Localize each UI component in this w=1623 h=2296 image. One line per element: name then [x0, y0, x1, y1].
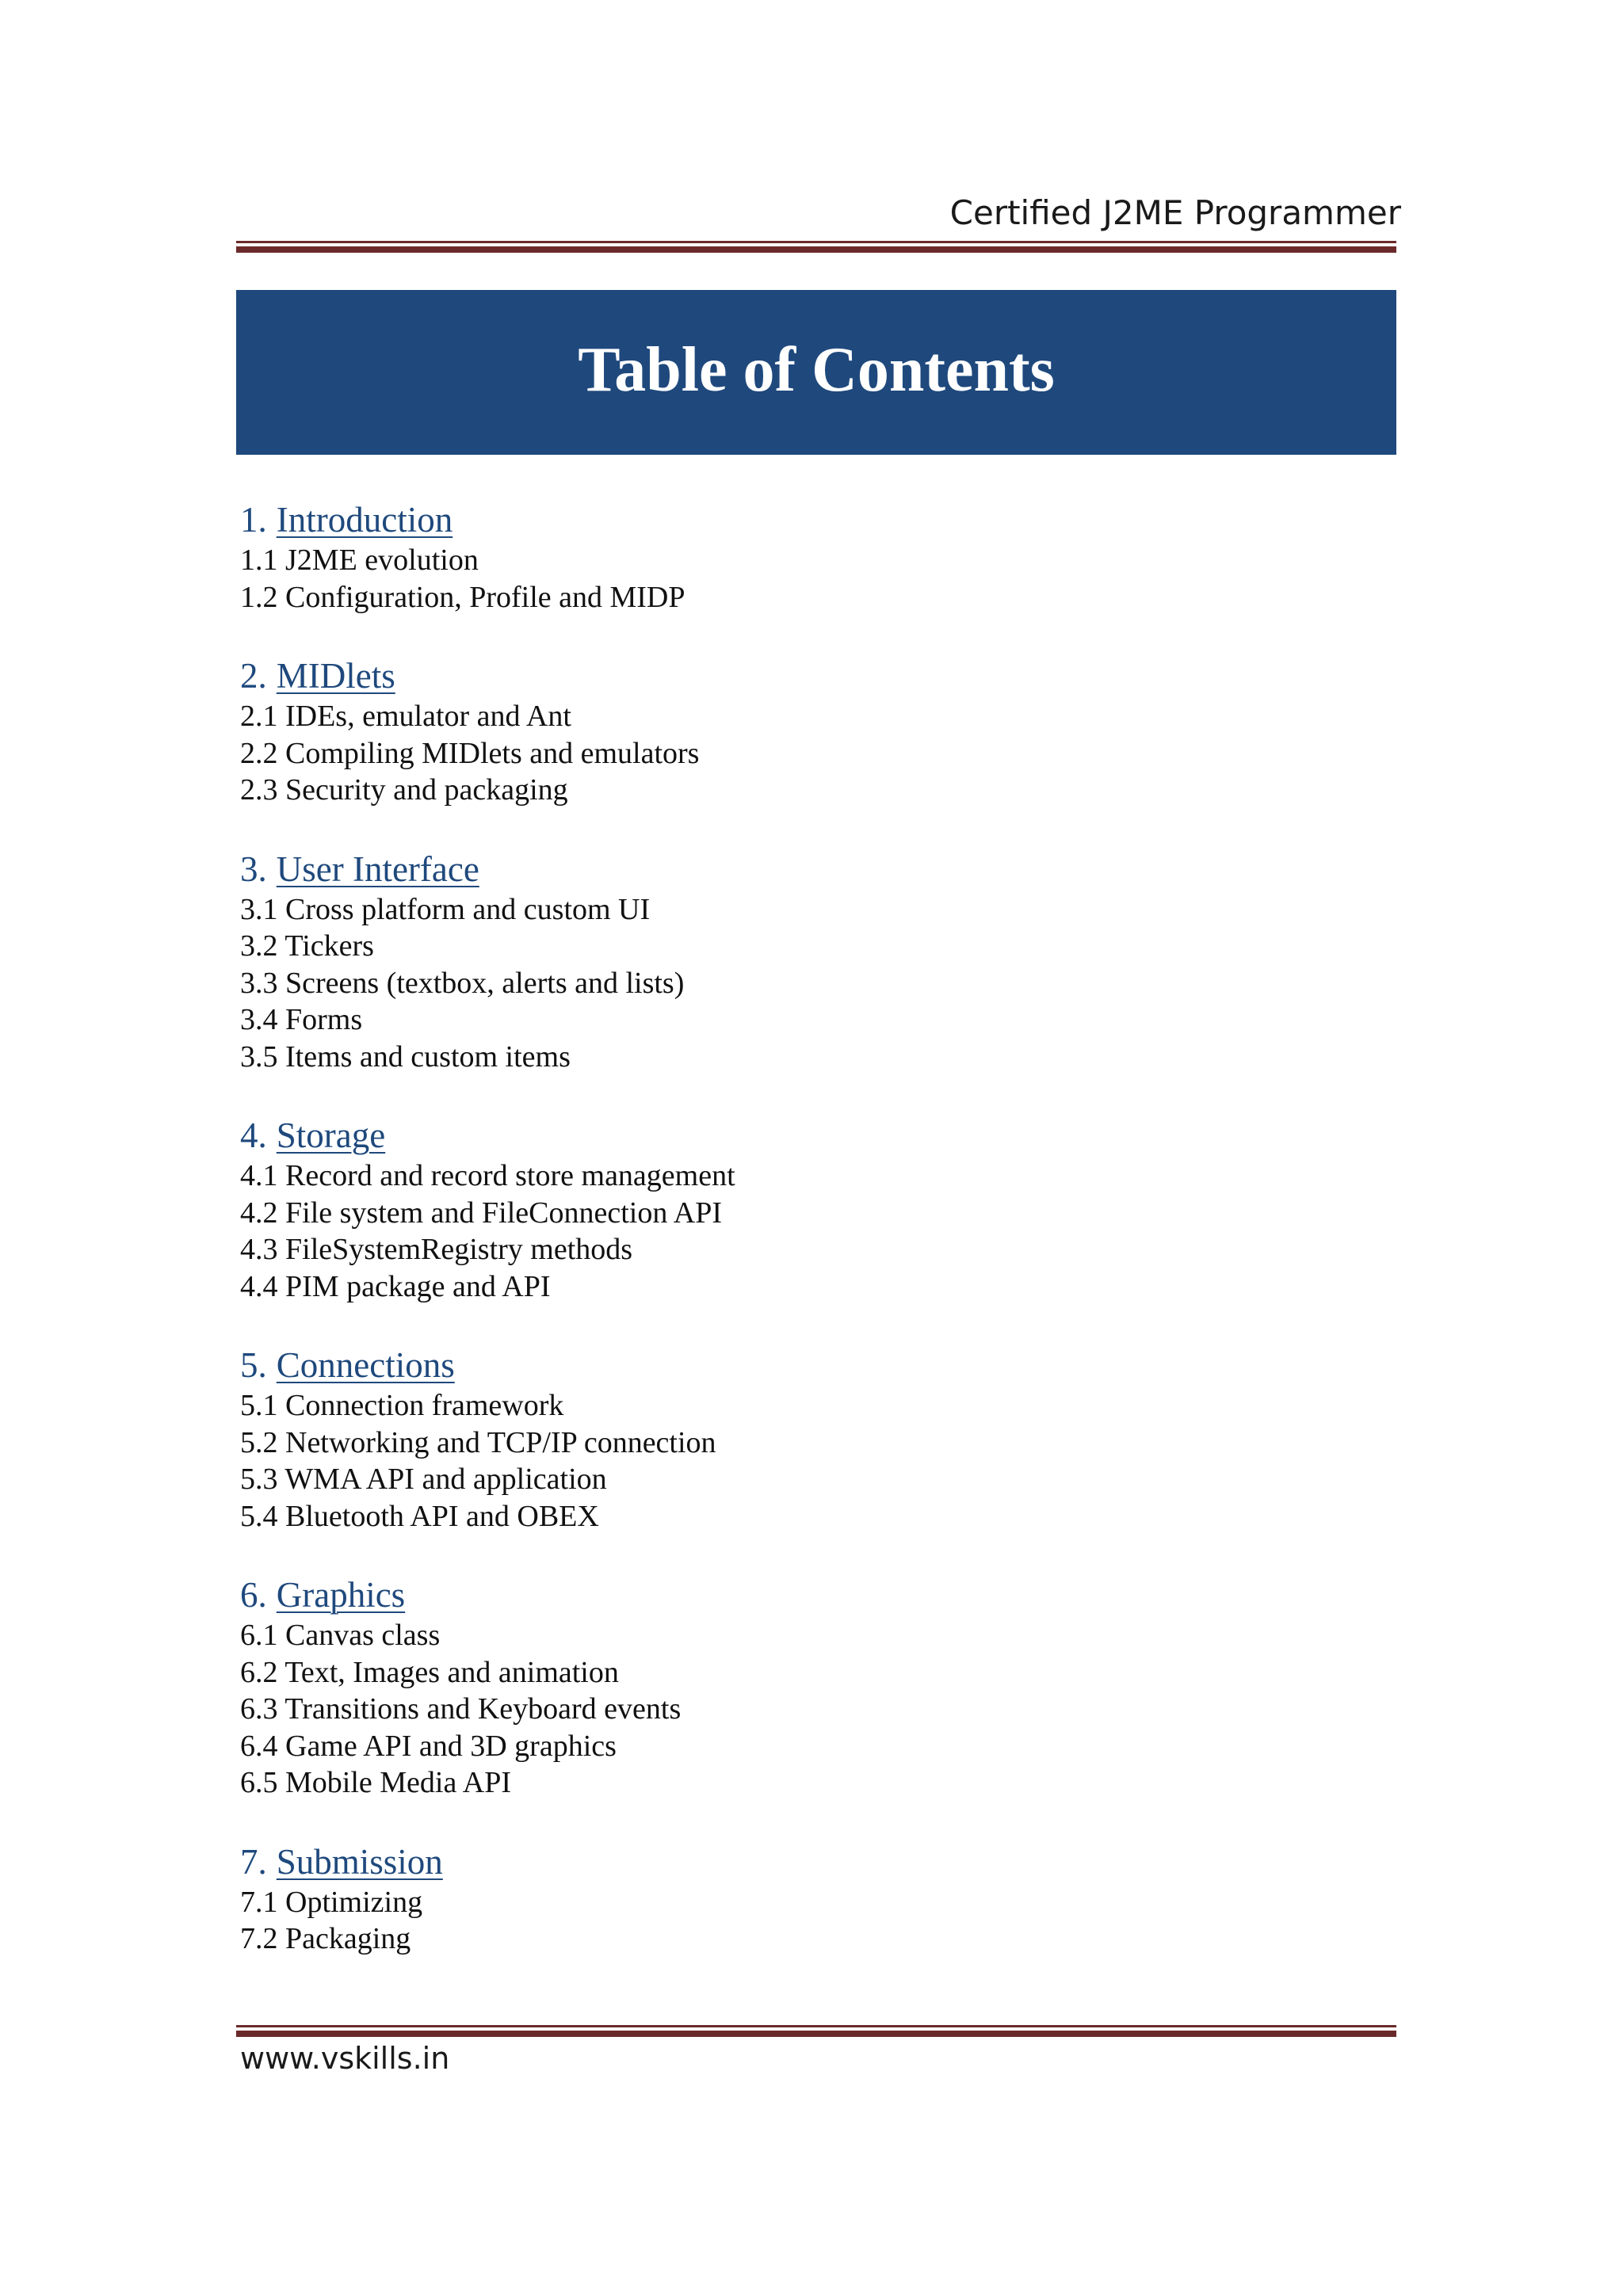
toc-item: 3.2 Tickers — [240, 929, 374, 963]
section-number: 7. — [240, 1841, 267, 1882]
toc-item: 2.3 Security and packaging — [240, 773, 568, 807]
toc-item: 4.3 FileSystemRegistry methods — [240, 1233, 633, 1266]
toc-item: 4.1 Record and record store management — [240, 1159, 735, 1192]
section-heading — [240, 847, 1350, 891]
section-link[interactable]: Storage — [276, 1116, 386, 1155]
toc-section — [240, 654, 1350, 809]
toc-section — [240, 1113, 1350, 1305]
section-number: 2. — [240, 656, 267, 696]
toc-item: 3.4 Forms — [240, 1003, 363, 1036]
toc-section — [240, 1343, 1350, 1535]
toc-item: 5.2 Networking and TCP/IP connection — [240, 1425, 716, 1459]
section-link[interactable]: Graphics — [276, 1575, 406, 1615]
toc-item: 2.2 Compiling MIDlets and emulators — [240, 736, 700, 770]
section-number: 4. — [240, 1116, 267, 1155]
toc-section — [240, 1573, 1350, 1802]
toc-item: 5.1 Connection framework — [240, 1389, 564, 1422]
section-heading — [240, 498, 1350, 542]
footer-website: www.vskills.in — [240, 2041, 450, 2076]
toc-item: 3.5 Items and custom items — [240, 1039, 571, 1074]
toc-item: 4.2 File system and FileConnection API — [240, 1196, 722, 1230]
toc-banner — [236, 290, 1396, 455]
toc-item: 6.2 Text, Images and animation — [240, 1655, 619, 1689]
section-heading — [240, 654, 1350, 698]
document-header-title: Certified J2ME Programmer — [949, 193, 1401, 232]
section-link[interactable]: User Interface — [276, 849, 479, 889]
section-heading — [240, 1113, 1350, 1158]
toc-item: 7.1 Optimizing — [240, 1885, 423, 1919]
toc-item: 3.1 Cross platform and custom UI — [240, 892, 651, 926]
section-number: 6. — [240, 1575, 267, 1615]
section-number: 3. — [240, 849, 267, 889]
toc-item: 5.4 Bluetooth API and OBEX — [240, 1499, 599, 1533]
toc-title: Table of Contents — [578, 334, 1055, 405]
toc-section — [240, 498, 1350, 616]
toc-item: 6.1 Canvas class — [240, 1619, 441, 1652]
section-heading — [240, 1573, 1350, 1617]
section-number: 5. — [240, 1345, 267, 1385]
toc-section — [240, 1840, 1350, 1958]
section-link[interactable]: Introduction — [276, 500, 453, 540]
table-of-contents — [240, 498, 1350, 1996]
toc-section — [240, 847, 1350, 1076]
toc-item: 2.1 IDEs, emulator and Ant — [240, 700, 571, 733]
toc-item: 3.3 Screens (textbox, alerts and lists) — [240, 966, 685, 1000]
header-divider — [236, 241, 1396, 253]
toc-item: 7.2 Packaging — [240, 1922, 411, 1955]
toc-item: 6.5 Mobile Media API — [240, 1766, 511, 1799]
section-link[interactable]: Submission — [276, 1841, 443, 1882]
toc-item: 5.3 WMA API and application — [240, 1463, 607, 1496]
section-number: 1. — [240, 500, 267, 540]
toc-item: 1.2 Configuration, Profile and MIDP — [240, 580, 685, 614]
toc-item: 6.4 Game API and 3D graphics — [240, 1729, 617, 1763]
toc-item: 1.1 J2ME evolution — [240, 543, 479, 577]
toc-item: 4.4 PIM package and API — [240, 1269, 551, 1303]
toc-item: 6.3 Transitions and Keyboard events — [240, 1692, 682, 1726]
section-link[interactable]: MIDlets — [276, 656, 395, 696]
section-heading — [240, 1343, 1350, 1387]
section-link[interactable]: Connections — [276, 1345, 455, 1385]
section-heading — [240, 1840, 1350, 1884]
footer-divider — [236, 2025, 1396, 2037]
